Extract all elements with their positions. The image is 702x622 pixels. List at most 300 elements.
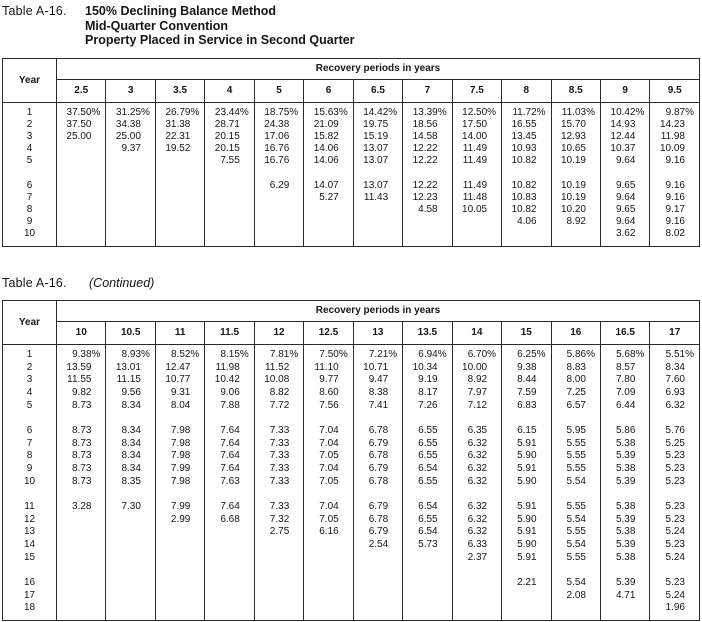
value-cell: 8.34 [106,399,155,412]
value-cell [205,204,254,216]
value-cell: 7.98 [155,450,204,463]
table-row [3,374,700,387]
empty-cell [254,614,303,621]
value-cell: 6.70% [452,349,501,362]
value-cell: 6.55 [403,513,452,526]
value-cell: 12.22 [403,155,452,167]
value-cell: 7.98 [155,475,204,488]
value-cell: 10.08 [254,374,303,387]
empty-cell [502,240,551,247]
value-cell: 6.55 [403,450,452,463]
value-cell [403,576,452,589]
year-cell: 1 [3,107,57,119]
value-cell: 9.38 [502,361,551,374]
year-cell: 10 [3,475,57,488]
value-cell: 9.47 [353,374,402,387]
value-cell: 9.87% [650,107,700,119]
year-cell: 10 [3,228,57,240]
value-cell: 5.90 [502,513,551,526]
table-row [3,131,700,143]
value-cell: 16.76 [254,155,303,167]
empty-cell [551,411,600,424]
value-cell [106,155,155,167]
empty-cell [205,487,254,500]
value-cell: 9.16 [650,180,700,192]
recovery-period-col-header: 9.5 [650,79,700,102]
value-cell [205,216,254,228]
value-cell: 6.32 [452,437,501,450]
table-row [3,513,700,526]
value-cell: 10.65 [551,143,600,155]
empty-cell [254,240,303,247]
value-cell: 10.77 [155,374,204,387]
empty-cell [106,240,155,247]
value-cell: 12.50% [452,107,501,119]
recovery-period-col-header: 15 [502,321,551,344]
value-cell: 6.32 [452,462,501,475]
value-cell: 5.54 [551,576,600,589]
value-cell: 8.73 [57,462,106,475]
value-cell [155,589,204,602]
value-cell [254,228,303,240]
value-cell: 10.83 [502,192,551,204]
value-cell: 9.64 [600,155,649,167]
year-cell: 9 [3,216,57,228]
value-cell: 3.62 [600,228,649,240]
table-row [3,155,700,167]
value-cell [205,526,254,539]
value-cell [205,576,254,589]
value-cell [205,228,254,240]
empty-cell [304,167,353,180]
value-cell: 6.15 [502,424,551,437]
year-cell: 1 [3,349,57,362]
value-cell: 9.82 [57,386,106,399]
value-cell [106,513,155,526]
table-row [3,216,700,228]
value-cell: 9.16 [650,192,700,204]
value-cell: 25.00 [106,131,155,143]
value-cell [155,576,204,589]
depreciation-table-continued [2,300,700,622]
empty-cell [155,240,204,247]
value-cell [254,216,303,228]
recovery-period-col-header: 6 [304,79,353,102]
value-cell: 7.12 [452,399,501,412]
value-cell: 10.93 [502,143,551,155]
value-cell: 14.00 [452,131,501,143]
value-cell: 5.55 [551,500,600,513]
padding-row [3,614,700,621]
empty-cell [353,563,402,576]
value-cell: 12.22 [403,143,452,155]
table-row [3,538,700,551]
value-cell [57,589,106,602]
value-cell: 10.19 [551,180,600,192]
value-cell [205,192,254,204]
value-cell: 2.08 [551,589,600,602]
empty-cell [205,614,254,621]
empty-cell [452,614,501,621]
value-cell: 8.34 [106,437,155,450]
year-cell: 11 [3,500,57,513]
value-cell [254,576,303,589]
value-cell: 7.50% [304,349,353,362]
value-cell: 6.32 [452,475,501,488]
recovery-period-col-header: 3 [106,79,155,102]
value-cell [57,602,106,615]
value-cell [254,602,303,615]
empty-cell [650,240,700,247]
value-cell: 8.73 [57,399,106,412]
empty-cell [403,167,452,180]
empty-cell [106,411,155,424]
value-cell [155,155,204,167]
value-cell [106,216,155,228]
recovery-period-col-header: 10.5 [106,321,155,344]
value-cell: 12.47 [155,361,204,374]
empty-cell [551,240,600,247]
value-cell [502,589,551,602]
year-column-header: Year [3,300,57,344]
value-cell: 7.30 [106,500,155,513]
empty-cell [304,240,353,247]
value-cell: 7.33 [254,437,303,450]
empty-cell [600,240,649,247]
recovery-period-col-header: 9 [600,79,649,102]
value-cell: 9.16 [650,155,700,167]
value-cell [205,602,254,615]
value-cell: 15.82 [304,131,353,143]
value-cell [403,589,452,602]
recovery-period-col-header: 12.5 [304,321,353,344]
value-cell [551,602,600,615]
spacer-row [3,167,700,180]
value-cell: 6.32 [452,526,501,539]
value-cell: 10.09 [650,143,700,155]
year-cell: 7 [3,192,57,204]
value-cell: 8.92 [452,374,501,387]
value-cell [403,216,452,228]
year-cell: 18 [3,602,57,615]
value-cell: 8.83 [551,361,600,374]
value-cell [155,180,204,192]
value-cell: 6.32 [452,450,501,463]
empty-cell [403,563,452,576]
empty-cell [650,614,700,621]
value-cell [304,204,353,216]
value-cell: 2.21 [502,576,551,589]
empty-cell [304,411,353,424]
value-cell: 7.64 [205,462,254,475]
recovery-period-col-header: 7 [403,79,452,102]
value-cell [353,228,402,240]
value-cell: 7.97 [452,386,501,399]
empty-cell [600,411,649,424]
year-cell: 6 [3,180,57,192]
value-cell: 6.32 [452,513,501,526]
value-cell [452,602,501,615]
empty-cell [254,563,303,576]
value-cell [304,216,353,228]
spacer-row [3,563,700,576]
value-cell [304,538,353,551]
recovery-period-col-header: 7.5 [452,79,501,102]
value-cell: 8.44 [502,374,551,387]
value-cell: 10.19 [551,155,600,167]
empty-cell [502,563,551,576]
empty-cell [106,167,155,180]
recovery-period-col-header: 3.5 [155,79,204,102]
value-cell [106,589,155,602]
value-cell: 9.64 [600,192,649,204]
value-cell: 5.54 [551,538,600,551]
empty-cell [57,563,106,576]
title-line-convention: Mid-Quarter Convention [85,18,229,33]
value-cell: 8.02 [650,228,700,240]
value-cell: 11.52 [254,361,303,374]
value-cell [254,204,303,216]
value-cell: 6.29 [254,180,303,192]
value-cell: 5.39 [600,475,649,488]
value-cell: 10.05 [452,204,501,216]
value-cell: 10.71 [353,361,402,374]
value-cell [502,602,551,615]
value-cell: 13.07 [353,143,402,155]
value-cell: 7.33 [254,500,303,513]
value-cell [155,602,204,615]
table1-caption [2,4,700,48]
year-cell: 3 [3,131,57,143]
value-cell: 13.39% [403,107,452,119]
value-cell [57,143,106,155]
empty-cell [452,563,501,576]
value-cell: 9.31 [155,386,204,399]
empty-cell [600,487,649,500]
value-cell: 5.23 [650,513,700,526]
empty-cell [57,167,106,180]
empty-cell [353,167,402,180]
value-cell [304,551,353,564]
empty-cell [57,614,106,621]
value-cell: 5.55 [551,551,600,564]
table-row [3,143,700,155]
value-cell: 19.52 [155,143,204,155]
value-cell: 7.81% [254,349,303,362]
year-cell: 2 [3,119,57,131]
value-cell: 5.86% [551,349,600,362]
value-cell: 7.05 [304,475,353,488]
value-cell [452,576,501,589]
year-cell: 5 [3,399,57,412]
value-cell: 5.23 [650,576,700,589]
value-cell: 5.23 [650,475,700,488]
value-cell: 10.42 [205,374,254,387]
value-cell [106,538,155,551]
year-cell: 17 [3,589,57,602]
value-cell: 9.19 [403,374,452,387]
value-cell: 6.55 [403,437,452,450]
table-row [3,119,700,131]
empty-cell [155,411,204,424]
empty-cell [205,563,254,576]
value-cell [304,228,353,240]
empty-cell [353,614,402,621]
value-cell: 6.83 [502,399,551,412]
value-cell: 8.73 [57,475,106,488]
empty-cell [3,614,57,621]
value-cell: 5.38 [600,462,649,475]
recovery-periods-header: Recovery periods in years [57,300,700,321]
value-cell: 25.00 [57,131,106,143]
value-cell [254,192,303,204]
value-cell: 5.23 [650,500,700,513]
value-cell: 5.55 [551,437,600,450]
table2-label: Table A-16. [2,275,67,290]
year-cell: 3 [3,374,57,387]
empty-cell [155,614,204,621]
empty-cell [106,563,155,576]
empty-cell [106,614,155,621]
value-cell: 6.79 [353,437,402,450]
empty-cell [3,487,57,500]
value-cell [106,192,155,204]
value-cell [502,228,551,240]
value-cell: 6.79 [353,526,402,539]
value-cell: 4.58 [403,204,452,216]
empty-cell [600,167,649,180]
value-cell [57,526,106,539]
value-cell: 15.70 [551,119,600,131]
value-cell [254,589,303,602]
year-cell: 14 [3,538,57,551]
recovery-period-col-header: 14 [452,321,501,344]
empty-cell [254,411,303,424]
value-cell: 5.90 [502,450,551,463]
value-cell [106,228,155,240]
value-cell: 9.65 [600,204,649,216]
value-cell [452,216,501,228]
empty-cell [155,167,204,180]
empty-cell [57,240,106,247]
table-row [3,349,700,362]
value-cell [304,576,353,589]
table2-continued-text: (Continued) [89,275,155,290]
recovery-period-col-header: 11 [155,321,204,344]
empty-cell [304,614,353,621]
value-cell [57,204,106,216]
empty-cell [452,411,501,424]
value-cell: 11.49 [452,155,501,167]
empty-cell [650,563,700,576]
value-cell: 11.98 [205,361,254,374]
empty-cell [551,563,600,576]
recovery-period-col-header: 11.5 [205,321,254,344]
empty-cell [600,563,649,576]
value-cell: 8.15% [205,349,254,362]
value-cell [304,602,353,615]
empty-cell [551,614,600,621]
value-cell: 10.82 [502,204,551,216]
value-cell: 10.82 [502,155,551,167]
value-cell: 5.51% [650,349,700,362]
value-cell [403,551,452,564]
table-row [3,576,700,589]
value-cell: 5.39 [600,576,649,589]
year-cell: 8 [3,204,57,216]
value-cell [155,526,204,539]
empty-cell [254,167,303,180]
value-cell: 5.91 [502,437,551,450]
value-cell: 7.98 [155,437,204,450]
value-cell: 11.55 [57,374,106,387]
value-cell: 14.07 [304,180,353,192]
value-cell: 8.93% [106,349,155,362]
value-cell: 5.24 [650,589,700,602]
value-cell: 7.98 [155,424,204,437]
value-cell: 6.79 [353,462,402,475]
empty-cell [600,614,649,621]
value-cell: 7.80 [600,374,649,387]
value-cell: 14.06 [304,143,353,155]
value-cell: 8.34 [106,424,155,437]
table-row [3,589,700,602]
empty-cell [502,411,551,424]
value-cell: 12.93 [551,131,600,143]
value-cell: 5.91 [502,462,551,475]
empty-cell [57,411,106,424]
value-cell: 26.79% [155,107,204,119]
empty-cell [254,487,303,500]
value-cell: 11.49 [452,143,501,155]
value-cell: 9.65 [600,180,649,192]
value-cell: 2.99 [155,513,204,526]
year-cell: 7 [3,437,57,450]
recovery-period-col-header: 17 [650,321,700,344]
value-cell: 18.56 [403,119,452,131]
value-cell [205,589,254,602]
table-row [3,526,700,539]
spacer-row [3,487,700,500]
table-row [3,424,700,437]
value-cell [106,180,155,192]
value-cell: 7.25 [551,386,600,399]
value-cell: 3.28 [57,500,106,513]
value-cell: 5.38 [600,437,649,450]
value-cell: 11.43 [353,192,402,204]
value-cell [452,589,501,602]
value-cell: 7.33 [254,450,303,463]
value-cell: 2.75 [254,526,303,539]
value-cell: 7.64 [205,424,254,437]
value-cell: 11.10 [304,361,353,374]
value-cell: 11.03% [551,107,600,119]
table-row [3,462,700,475]
value-cell: 20.15 [205,131,254,143]
value-cell: 5.54 [551,513,600,526]
value-cell: 14.23 [650,119,700,131]
value-cell: 5.86 [600,424,649,437]
year-cell: 4 [3,143,57,155]
value-cell [57,551,106,564]
value-cell [155,216,204,228]
value-cell: 11.48 [452,192,501,204]
value-cell: 8.35 [106,475,155,488]
value-cell [452,228,501,240]
year-cell: 2 [3,361,57,374]
value-cell: 6.78 [353,450,402,463]
value-cell: 5.68% [600,349,649,362]
